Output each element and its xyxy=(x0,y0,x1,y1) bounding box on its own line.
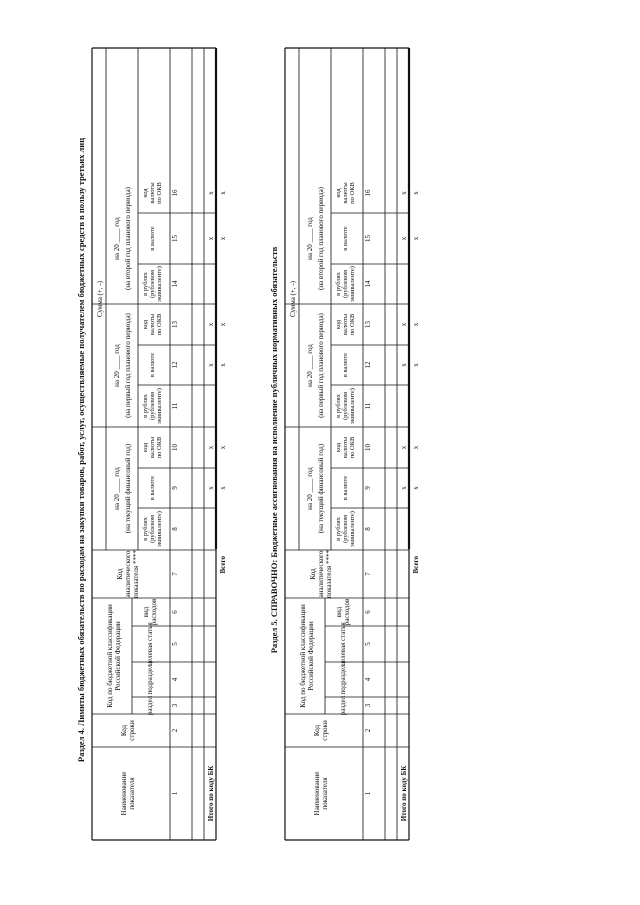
okv-subheader: валюты xyxy=(149,313,156,336)
row-code-header: Код xyxy=(313,724,321,737)
bk-group-header: Код по бюджетной классификации xyxy=(106,604,114,708)
row-code-header: Код xyxy=(120,724,128,737)
cross-mark: x xyxy=(400,322,408,327)
okv-subheader: валюты xyxy=(149,182,156,204)
celevaya-header: целевая статья xyxy=(146,622,154,666)
column-number: 7 xyxy=(171,572,179,576)
analytic-header: аналитического xyxy=(124,550,132,598)
column-number: 2 xyxy=(171,728,179,733)
cross-mark: x xyxy=(207,236,215,241)
column-number: 16 xyxy=(364,189,372,197)
podrazdel-header: подраздел xyxy=(339,664,347,695)
vsego-label: Всего xyxy=(219,556,227,574)
section5-table xyxy=(285,48,420,840)
cross-mark: x xyxy=(219,486,227,490)
column-number: 5 xyxy=(364,642,372,646)
row-code-header: строки xyxy=(128,720,136,741)
column-number: 14 xyxy=(171,280,179,288)
cross-mark: x xyxy=(207,322,215,327)
year-note: (на второй год планового периода) xyxy=(317,186,325,291)
column-number: 15 xyxy=(364,235,372,242)
column-number: 16 xyxy=(171,189,179,197)
vid-header: вид xyxy=(142,606,150,618)
column-number: 10 xyxy=(171,444,179,451)
currency-subheader: в валюте xyxy=(149,352,156,378)
cross-mark: x xyxy=(400,445,408,450)
year-header: на 20 ____ год xyxy=(113,344,121,387)
cross-mark: x xyxy=(400,363,408,367)
rub-subheader: (рублевом xyxy=(149,514,156,544)
bk-group-header: Код по бюджетной классификации xyxy=(299,604,307,708)
itogo-bk-label: Итого по коду БК xyxy=(207,765,215,822)
okv-subheader: по ОКВ xyxy=(156,182,163,204)
year-note: (на текущий финансовый год) xyxy=(317,443,325,534)
okv-subheader: валюты xyxy=(342,182,349,204)
rub-subheader: эквиваленте) xyxy=(349,388,356,424)
rub-subheader: в рублях xyxy=(142,394,149,418)
analytic-header: Код xyxy=(309,568,317,580)
razdel-header: раздел xyxy=(339,695,347,716)
okv-subheader: по ОКВ xyxy=(156,436,163,459)
vsego-label: Всего xyxy=(412,556,420,574)
okv-subheader: код xyxy=(142,319,149,330)
rub-subheader: (рублевом xyxy=(342,269,349,299)
okv-subheader: валюты xyxy=(149,436,156,459)
cross-mark: x xyxy=(400,191,408,195)
cross-mark: x xyxy=(412,191,420,195)
rub-subheader: эквиваленте) xyxy=(349,511,356,547)
cross-mark: x xyxy=(207,445,215,450)
analytic-header: аналитического xyxy=(317,550,325,598)
rub-subheader: (рублевом xyxy=(149,269,156,299)
rub-subheader: (рублевом xyxy=(149,391,156,421)
bk-group-header: Российской Федерации xyxy=(114,621,122,691)
year-header: на 20 ____ год xyxy=(306,344,314,387)
row-code-header: строки xyxy=(321,720,329,741)
year-header: на 20 ____ год xyxy=(306,467,314,510)
okv-subheader: валюты xyxy=(342,436,349,459)
vid-header: расходов xyxy=(343,598,351,626)
cross-mark: x xyxy=(412,236,420,241)
year-header: на 20 ____ год xyxy=(306,217,314,260)
year-header: на 20 ____ год xyxy=(113,217,121,260)
column-number: 1 xyxy=(364,791,372,796)
rub-subheader: (рублевом xyxy=(342,514,349,544)
column-number: 9 xyxy=(364,486,372,490)
okv-subheader: код xyxy=(142,188,149,198)
column-number: 7 xyxy=(364,572,372,576)
column-number: 12 xyxy=(171,361,179,369)
podrazdel-header: подраздел xyxy=(146,664,154,695)
okv-subheader: код xyxy=(335,188,342,198)
column-number: 2 xyxy=(364,728,372,733)
cross-mark: x xyxy=(219,236,227,241)
vid-header: вид xyxy=(335,606,343,618)
column-number: 4 xyxy=(171,677,179,682)
analytic-header: показателя **** xyxy=(132,550,140,598)
rub-subheader: эквиваленте) xyxy=(156,266,163,302)
name-column-header: Наименование xyxy=(313,771,321,816)
vid-header: расходов xyxy=(150,598,158,626)
rub-subheader: в рублях xyxy=(335,517,342,541)
rub-subheader: (рублевом xyxy=(342,391,349,421)
summa-header: Сумма (+, -) xyxy=(289,280,297,318)
rub-subheader: эквиваленте) xyxy=(156,511,163,547)
column-number: 5 xyxy=(171,642,179,646)
currency-subheader: в валюте xyxy=(149,226,156,251)
bk-group-header: Российской Федерации xyxy=(307,621,315,691)
year-note: (на текущий финансовый год) xyxy=(124,443,132,534)
cross-mark: x xyxy=(400,236,408,241)
currency-subheader: в валюте xyxy=(342,475,349,501)
column-number: 6 xyxy=(171,610,179,614)
year-header: на 20 ____ год xyxy=(113,467,121,510)
okv-subheader: код xyxy=(142,442,149,453)
name-column-header: показателя xyxy=(321,777,329,810)
rub-subheader: эквиваленте) xyxy=(156,388,163,424)
analytic-header: Код xyxy=(116,568,124,580)
cross-mark: x xyxy=(412,363,420,367)
currency-subheader: в валюте xyxy=(149,475,156,501)
column-number: 10 xyxy=(364,444,372,451)
okv-subheader: код xyxy=(335,442,342,453)
column-number: 13 xyxy=(364,321,372,328)
okv-subheader: по ОКВ xyxy=(349,182,356,204)
column-number: 8 xyxy=(171,527,179,531)
analytic-header: показателя **** xyxy=(325,550,333,598)
rotated-content xyxy=(76,48,420,840)
celevaya-header: целевая статья xyxy=(339,622,347,666)
cross-mark: x xyxy=(219,322,227,327)
column-number: 15 xyxy=(171,235,179,242)
summa-header: Сумма (+, -) xyxy=(96,280,104,318)
section5-title: Раздел 5. СПРАВОЧНО: Бюджетные ассигнования на исполнение публичных нормативных обязательств xyxy=(269,246,279,654)
column-number: 12 xyxy=(364,361,372,369)
column-number: 3 xyxy=(364,703,372,708)
name-column-header: показателя xyxy=(128,777,136,810)
cross-mark: x xyxy=(219,363,227,367)
name-column-header: Наименование xyxy=(120,771,128,816)
itogo-bk-label: Итого по коду БК xyxy=(400,765,408,822)
rub-subheader: в рублях xyxy=(335,394,342,418)
year-note: (на первый год планового периода) xyxy=(317,313,325,418)
cross-mark: x xyxy=(219,445,227,450)
okv-subheader: по ОКВ xyxy=(156,313,163,336)
column-number: 8 xyxy=(364,527,372,531)
currency-subheader: в валюте xyxy=(342,352,349,378)
cross-mark: x xyxy=(207,191,215,195)
cross-mark: x xyxy=(412,445,420,450)
rub-subheader: в рублях xyxy=(142,517,149,541)
year-note: (на второй год планового периода) xyxy=(124,186,132,291)
column-number: 13 xyxy=(171,321,179,328)
column-number: 14 xyxy=(364,280,372,288)
column-number: 1 xyxy=(171,791,179,796)
okv-subheader: валюты xyxy=(342,313,349,336)
razdel-header: раздел xyxy=(146,695,154,716)
column-number: 11 xyxy=(364,402,372,410)
currency-subheader: в валюте xyxy=(342,226,349,251)
cross-mark: x xyxy=(219,191,227,195)
year-note: (на первый год планового периода) xyxy=(124,313,132,418)
cross-mark: x xyxy=(207,486,215,490)
column-number: 6 xyxy=(364,610,372,614)
okv-subheader: по ОКВ xyxy=(349,436,356,459)
rub-subheader: в рублях xyxy=(142,272,149,296)
rub-subheader: эквиваленте) xyxy=(349,266,356,302)
cross-mark: x xyxy=(412,322,420,327)
cross-mark: x xyxy=(412,486,420,490)
column-number: 11 xyxy=(171,402,179,410)
cross-mark: x xyxy=(400,486,408,490)
column-number: 4 xyxy=(364,677,372,682)
rub-subheader: в рублях xyxy=(335,272,342,296)
cross-mark: x xyxy=(207,363,215,367)
column-number: 3 xyxy=(171,703,179,708)
okv-subheader: по ОКВ xyxy=(349,313,356,336)
okv-subheader: код xyxy=(335,319,342,330)
section4-table xyxy=(92,48,227,840)
section4-title: Раздел 4. Лимиты бюджетных обязательств по расходам на закупки товаров, работ, услуг, осуществляемые получателем бюджетных средств в пользу третьих лиц xyxy=(76,137,86,763)
column-number: 9 xyxy=(171,486,179,490)
